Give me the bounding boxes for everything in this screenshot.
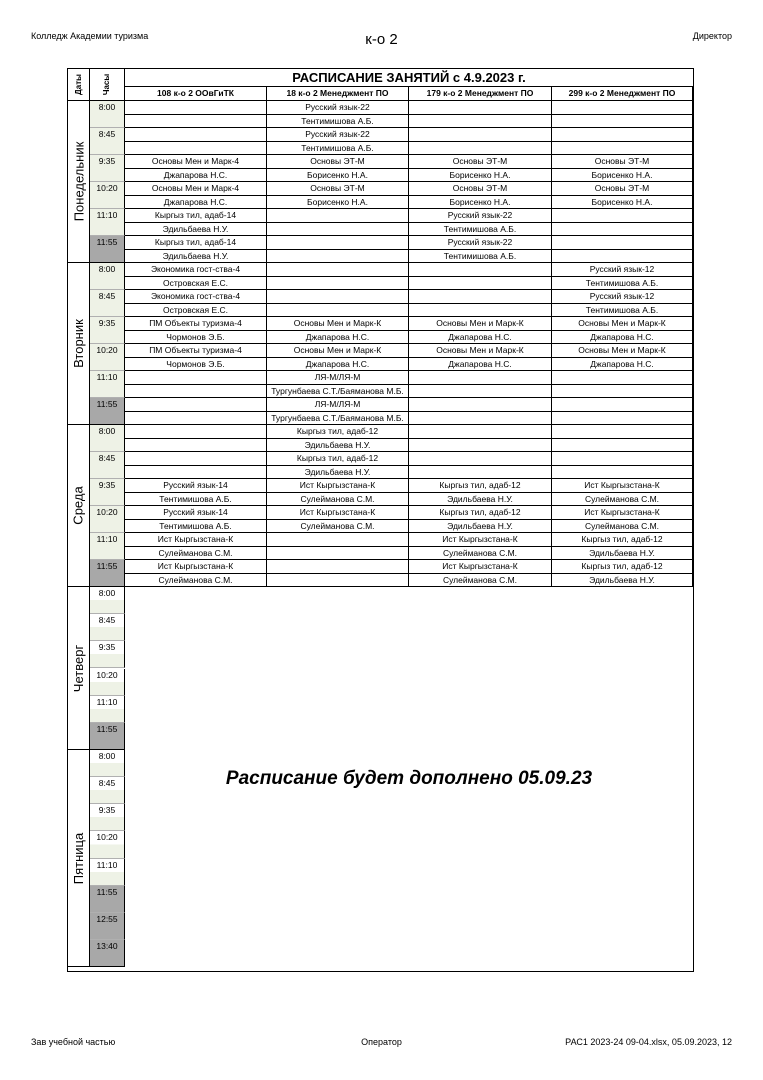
lesson-cell: Русский язык-14 xyxy=(125,479,267,493)
lesson-cell: Эдильбаева Н.У. xyxy=(267,466,409,480)
day-label: Среда xyxy=(68,425,90,587)
lesson-cell xyxy=(409,142,552,156)
lesson-cell: Кыргыз тил, адаб-12 xyxy=(409,479,552,493)
lesson-cell xyxy=(409,466,552,480)
lesson-cell xyxy=(409,371,552,385)
lesson-cell xyxy=(409,115,552,129)
time-slot: 8:00 xyxy=(90,425,125,452)
lesson-cell: Тургунбаева С.Т./Баяманова М.Б. xyxy=(267,412,409,426)
time-slot: 9:35 xyxy=(90,155,125,182)
lesson-cell: Основы Мен и Марк-К xyxy=(267,317,409,331)
lesson-cell xyxy=(552,466,693,480)
lesson-cell: Эдильбаева Н.У. xyxy=(409,520,552,534)
lesson-cell: Ист Кыргызстана-К xyxy=(409,533,552,547)
lesson-cell: Русский язык-22 xyxy=(267,101,409,115)
lesson-cell xyxy=(552,209,693,223)
lesson-cell: Джапарова Н.С. xyxy=(552,358,693,372)
lesson-cell xyxy=(267,560,409,574)
footer-file-info: РАС1 2023-24 09-04.xlsx, 05.09.2023, 12 xyxy=(565,1037,732,1047)
lesson-cell xyxy=(552,236,693,250)
lesson-cell: Ист Кыргызстана-К xyxy=(267,479,409,493)
lesson-cell xyxy=(552,452,693,466)
lesson-cell: Борисенко Н.А. xyxy=(409,196,552,210)
time-slot: 10:20 xyxy=(90,831,125,858)
lesson-cell: Кыргыз тил, адаб-12 xyxy=(552,560,693,574)
day-label: Четверг xyxy=(68,587,90,750)
day-label: Вторник xyxy=(68,263,90,425)
lesson-cell: Основы Мен и Марк-К xyxy=(409,344,552,358)
group-header: 179 к-о 2 Менеджмент ПО xyxy=(409,86,552,101)
lesson-cell: Ист Кыргызстана-К xyxy=(125,560,267,574)
lesson-cell: Тентимишова А.Б. xyxy=(409,223,552,237)
time-slot: 11:10 xyxy=(90,859,125,886)
lesson-cell: Основы ЭТ-М xyxy=(409,155,552,169)
lesson-cell: Джапарова Н.С. xyxy=(125,196,267,210)
lesson-cell: Основы Мен и Марк-К xyxy=(409,317,552,331)
lesson-cell: Сулейманова С.М. xyxy=(552,520,693,534)
time-slot: 10:20 xyxy=(90,182,125,209)
lesson-cell xyxy=(409,385,552,399)
time-slot: 8:45 xyxy=(90,777,125,804)
schedule-note: Расписание будет дополнено 05.09.23 xyxy=(225,768,593,789)
lesson-cell: Тентимишова А.Б. xyxy=(409,250,552,264)
time-slot: 11:55 xyxy=(90,398,125,425)
time-slot: 11:10 xyxy=(90,209,125,236)
lesson-cell: Эдильбаева Н.У. xyxy=(125,223,267,237)
lesson-cell xyxy=(409,398,552,412)
lesson-cell xyxy=(552,439,693,453)
time-slot: 10:20 xyxy=(90,669,125,696)
lesson-cell: Тентимишова А.Б. xyxy=(552,277,693,291)
lesson-cell xyxy=(125,115,267,129)
lesson-cell: ЛЯ-М/ЛЯ-М xyxy=(267,371,409,385)
lesson-cell: Эдильбаева Н.У. xyxy=(552,574,693,588)
lesson-cell: Сулейманова С.М. xyxy=(125,574,267,588)
lesson-cell: Сулейманова С.М. xyxy=(125,547,267,561)
time-slot: 11:10 xyxy=(90,533,125,560)
lesson-cell: Основы ЭТ-М xyxy=(552,182,693,196)
lesson-cell: Тентимишова А.Б. xyxy=(552,304,693,318)
lesson-cell: Сулейманова С.М. xyxy=(409,574,552,588)
lesson-cell: Эдильбаева Н.У. xyxy=(267,439,409,453)
schedule-table xyxy=(67,68,694,972)
lesson-cell xyxy=(267,223,409,237)
lesson-cell: Ист Кыргызстана-К xyxy=(552,506,693,520)
lesson-cell: Джапарова Н.С. xyxy=(267,331,409,345)
lesson-cell: Джапарова Н.С. xyxy=(552,331,693,345)
lesson-cell: Основы ЭТ-М xyxy=(267,182,409,196)
time-slot: 9:35 xyxy=(90,317,125,344)
lesson-cell: Ист Кыргызстана-К xyxy=(409,560,552,574)
lesson-cell: Кыргыз тил, адаб-14 xyxy=(125,209,267,223)
lesson-cell xyxy=(409,128,552,142)
col-hours-header: Часы xyxy=(90,69,125,101)
lesson-cell: Русский язык-22 xyxy=(409,209,552,223)
lesson-cell xyxy=(552,115,693,129)
lesson-cell xyxy=(409,439,552,453)
time-slot: 8:00 xyxy=(90,263,125,290)
time-slot: 11:55 xyxy=(90,886,125,913)
lesson-cell xyxy=(267,533,409,547)
lesson-cell: Кыргыз тил, адаб-12 xyxy=(409,506,552,520)
lesson-cell: Тентимишова А.Б. xyxy=(267,115,409,129)
lesson-cell xyxy=(125,398,267,412)
lesson-cell xyxy=(552,412,693,426)
footer-operator: Оператор xyxy=(361,1037,402,1047)
lesson-cell xyxy=(552,371,693,385)
time-slot: 11:10 xyxy=(90,371,125,398)
time-slot: 8:45 xyxy=(90,614,125,641)
lesson-cell xyxy=(267,209,409,223)
lesson-cell: Борисенко Н.А. xyxy=(267,169,409,183)
lesson-cell: Борисенко Н.А. xyxy=(552,196,693,210)
lesson-cell xyxy=(125,466,267,480)
lesson-cell: Основы Мен и Марк-К xyxy=(267,344,409,358)
lesson-cell: Борисенко Н.А. xyxy=(552,169,693,183)
day-label: Пятница xyxy=(68,750,90,967)
lesson-cell: Сулейманова С.М. xyxy=(409,547,552,561)
lesson-cell xyxy=(125,385,267,399)
lesson-cell: Эдильбаева Н.У. xyxy=(552,547,693,561)
lesson-cell xyxy=(552,250,693,264)
lesson-cell: Основы ЭТ-М xyxy=(267,155,409,169)
lesson-cell xyxy=(409,304,552,318)
lesson-cell xyxy=(125,425,267,439)
lesson-cell: Островская Е.С. xyxy=(125,304,267,318)
lesson-cell xyxy=(267,250,409,264)
lesson-cell: Русский язык-14 xyxy=(125,506,267,520)
lesson-cell: Островская Е.С. xyxy=(125,277,267,291)
time-slot: 11:55 xyxy=(90,723,125,750)
lesson-cell: Основы Мен и Марк-К xyxy=(552,344,693,358)
time-slot: 8:00 xyxy=(90,101,125,128)
time-slot: 8:00 xyxy=(90,587,125,614)
time-slot: 8:00 xyxy=(90,750,125,777)
lesson-cell xyxy=(552,425,693,439)
time-slot: 8:45 xyxy=(90,128,125,155)
lesson-cell xyxy=(125,412,267,426)
lesson-cell: Кыргыз тил, адаб-12 xyxy=(267,425,409,439)
lesson-cell: Кыргыз тил, адаб-12 xyxy=(267,452,409,466)
lesson-cell: Сулейманова С.М. xyxy=(267,493,409,507)
lesson-cell xyxy=(125,128,267,142)
lesson-cell xyxy=(552,398,693,412)
lesson-cell xyxy=(125,371,267,385)
lesson-cell: ПМ Объекты туризма-4 xyxy=(125,317,267,331)
lesson-cell: Джапарова Н.С. xyxy=(409,331,552,345)
lesson-cell: Джапарова Н.С. xyxy=(267,358,409,372)
lesson-cell xyxy=(409,277,552,291)
lesson-cell xyxy=(125,439,267,453)
time-slot: 8:45 xyxy=(90,290,125,317)
lesson-cell: ПМ Объекты туризма-4 xyxy=(125,344,267,358)
lesson-cell xyxy=(409,452,552,466)
footer-deputy: Зав учебной частью xyxy=(31,1037,116,1047)
time-slot: 11:10 xyxy=(90,696,125,723)
college-name: Колледж Академии туризма xyxy=(31,31,149,41)
lesson-cell xyxy=(552,142,693,156)
col-days-header: Даты xyxy=(68,69,90,101)
lesson-cell: Сулейманова С.М. xyxy=(552,493,693,507)
time-slot: 10:20 xyxy=(90,344,125,371)
lesson-cell xyxy=(267,277,409,291)
lesson-cell xyxy=(267,290,409,304)
lesson-cell: Экономика гост-ства-4 xyxy=(125,263,267,277)
lesson-cell: Чормонов Э.Б. xyxy=(125,331,267,345)
lesson-cell xyxy=(552,223,693,237)
time-slot: 8:45 xyxy=(90,452,125,479)
lesson-cell: Основы ЭТ-М xyxy=(552,155,693,169)
time-slot: 9:35 xyxy=(90,804,125,831)
lesson-cell: Сулейманова С.М. xyxy=(267,520,409,534)
time-slot: 12:55 xyxy=(90,913,125,940)
lesson-cell xyxy=(125,101,267,115)
group-header: 299 к-о 2 Менеджмент ПО xyxy=(552,86,693,101)
lesson-cell: Основы ЭТ-М xyxy=(409,182,552,196)
lesson-cell: Ист Кыргызстана-К xyxy=(552,479,693,493)
lesson-cell xyxy=(125,452,267,466)
lesson-cell xyxy=(409,425,552,439)
lesson-cell: Основы Мен и Марк-4 xyxy=(125,155,267,169)
lesson-cell xyxy=(409,412,552,426)
lesson-cell: Борисенко Н.А. xyxy=(267,196,409,210)
lesson-cell: Тентимишова А.Б. xyxy=(125,493,267,507)
lesson-cell xyxy=(267,236,409,250)
lesson-cell xyxy=(125,142,267,156)
lesson-cell xyxy=(267,304,409,318)
lesson-cell: Ист Кыргызстана-К xyxy=(125,533,267,547)
lesson-cell xyxy=(552,128,693,142)
time-slot: 11:55 xyxy=(90,560,125,587)
lesson-cell xyxy=(409,263,552,277)
lesson-cell: Чормонов Э.Б. xyxy=(125,358,267,372)
lesson-cell: Эдильбаева Н.У. xyxy=(409,493,552,507)
lesson-cell xyxy=(409,101,552,115)
time-slot: 13:40 xyxy=(90,940,125,967)
lesson-cell: Тургунбаева С.Т./Баяманова М.Б. xyxy=(267,385,409,399)
lesson-cell: ЛЯ-М/ЛЯ-М xyxy=(267,398,409,412)
time-slot: 9:35 xyxy=(90,479,125,506)
lesson-cell: Ист Кыргызстана-К xyxy=(267,506,409,520)
day-label: Понедельник xyxy=(68,101,90,263)
lesson-cell: Борисенко Н.А. xyxy=(409,169,552,183)
schedule-title: РАСПИСАНИЕ ЗАНЯТИЙ с 4.9.2023 г. xyxy=(125,69,693,87)
lesson-cell: Основы Мен и Марк-К xyxy=(552,317,693,331)
lesson-cell: Русский язык-12 xyxy=(552,290,693,304)
lesson-cell xyxy=(267,574,409,588)
lesson-cell: Тентимишова А.Б. xyxy=(267,142,409,156)
group-header: 18 к-о 2 Менеджмент ПО xyxy=(267,86,409,101)
lesson-cell: Кыргыз тил, адаб-14 xyxy=(125,236,267,250)
lesson-cell: Кыргыз тил, адаб-12 xyxy=(552,533,693,547)
time-slot: 11:55 xyxy=(90,236,125,263)
lesson-cell: Русский язык-22 xyxy=(409,236,552,250)
lesson-cell: Основы Мен и Марк-4 xyxy=(125,182,267,196)
lesson-cell: Джапарова Н.С. xyxy=(125,169,267,183)
building-code: к-о 2 xyxy=(365,31,398,48)
lesson-cell: Тентимишова А.Б. xyxy=(125,520,267,534)
lesson-cell: Джапарова Н.С. xyxy=(409,358,552,372)
group-header: 108 к-о 2 ООвГиТК xyxy=(125,86,267,101)
time-slot: 9:35 xyxy=(90,641,125,668)
lesson-cell xyxy=(267,263,409,277)
lesson-cell xyxy=(267,547,409,561)
lesson-cell: Эдильбаева Н.У. xyxy=(125,250,267,264)
lesson-cell: Русский язык-22 xyxy=(267,128,409,142)
lesson-cell xyxy=(552,385,693,399)
time-slot: 10:20 xyxy=(90,506,125,533)
lesson-cell xyxy=(409,290,552,304)
lesson-cell: Русский язык-12 xyxy=(552,263,693,277)
director-label: Директор xyxy=(692,31,732,41)
lesson-cell xyxy=(552,101,693,115)
lesson-cell: Экономика гост-ства-4 xyxy=(125,290,267,304)
